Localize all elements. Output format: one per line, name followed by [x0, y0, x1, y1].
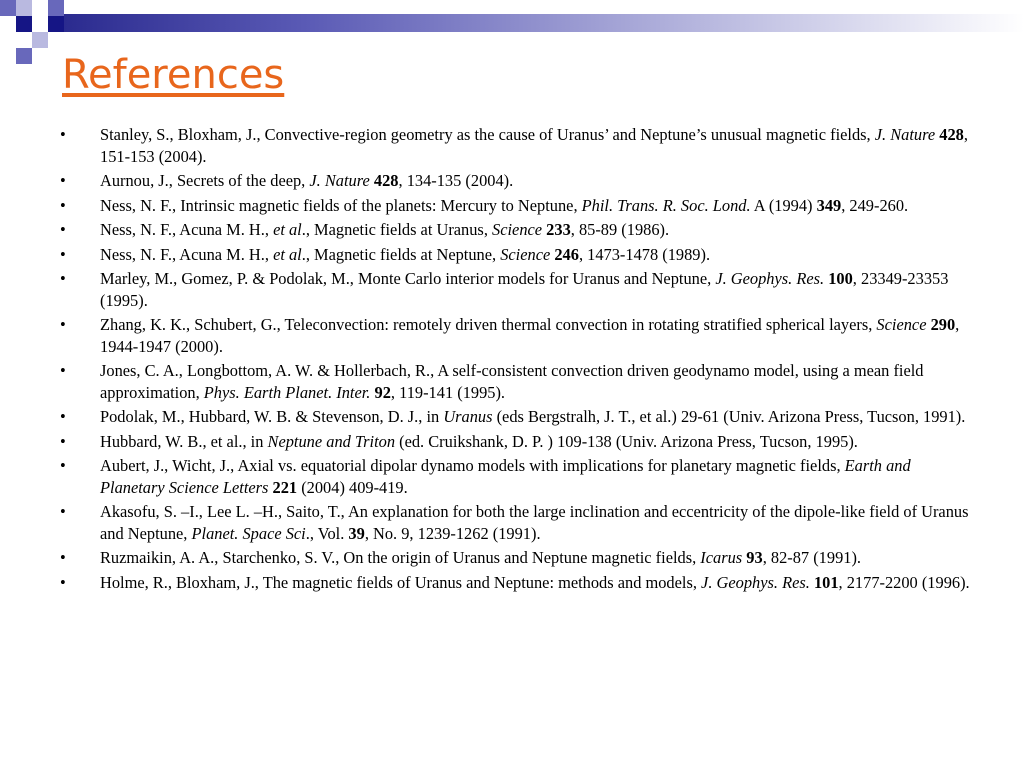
- reference-journal: Earth and Planetary Science Letters: [100, 456, 911, 497]
- reference-journal: J. Geophys. Res.: [715, 269, 825, 288]
- reference-text: Ness, N. F., Acuna M. H.,: [100, 220, 274, 239]
- reference-journal: Science: [876, 315, 927, 334]
- reference-item: [60, 455, 970, 498]
- bullet-icon: •: [60, 502, 66, 521]
- reference-volume: 92: [374, 382, 391, 402]
- bullet-icon: •: [60, 195, 66, 215]
- bullet-icon: •: [60, 244, 66, 264]
- reference-journal: J. Nature: [874, 125, 936, 144]
- reference-text: Holme, R., Bloxham, J., The magnetic fields of Uranus and Neptune: methods and models,: [100, 572, 702, 592]
- reference-volume: 246: [554, 244, 579, 264]
- reference-item: [60, 314, 970, 357]
- reference-item: [60, 406, 970, 428]
- reference-text: , 2177-2200 (1996).: [838, 572, 970, 592]
- decoration-square: [32, 32, 48, 48]
- reference-journal: et al: [273, 220, 302, 239]
- reference-volume: 428: [939, 125, 964, 144]
- reference-text: Stanley, S., Bloxham, J., Convective-region geometry as the cause of Uranus’ and Neptune’s unusual magnetic fields,: [100, 125, 875, 144]
- reference-text: , 23349-23353 (1995).: [100, 269, 949, 310]
- bullet-icon: •: [60, 315, 66, 334]
- reference-text: , 82-87 (1991).: [762, 548, 862, 567]
- reference-text: Akasofu, S. –I., Lee L. –H., Saito, T., An explanation for both the large inclination and eccentricity of the dipole-like field of Uranus and Neptune,: [100, 502, 969, 543]
- decoration-square: [16, 16, 32, 32]
- decoration-square: [16, 0, 32, 16]
- reference-journal: J. Nature: [309, 171, 370, 190]
- bullet-icon: •: [60, 431, 66, 451]
- reference-text: Hubbard, W. B., et al., in: [100, 431, 268, 451]
- reference-item: [60, 244, 970, 266]
- reference-item: [60, 360, 970, 403]
- reference-item: [60, 219, 970, 241]
- decoration-square: [48, 0, 64, 16]
- reference-volume: 428: [373, 171, 399, 190]
- decoration-square: [0, 0, 16, 16]
- reference-volume: 221: [272, 477, 298, 497]
- reference-item: [60, 501, 970, 544]
- bullet-icon: •: [60, 125, 66, 144]
- reference-text: A (1994): [750, 195, 817, 215]
- decoration-square: [48, 16, 64, 32]
- reference-item: [60, 170, 970, 192]
- reference-text: ., Magnetic fields at Uranus,: [301, 220, 493, 239]
- reference-text: , 151-153 (2004).: [100, 125, 968, 166]
- reference-text: , 1473-1478 (1989).: [578, 244, 711, 264]
- reference-volume: 101: [813, 572, 839, 592]
- bullet-icon: •: [60, 572, 66, 592]
- decoration-top-bar: [64, 14, 1024, 32]
- bullet-icon: •: [60, 407, 66, 426]
- reference-text: Jones, C. A., Longbottom, A. W. & Hollerbach, R., A self-consistent convection driven geodynamo model, using a mean field approximation,: [100, 361, 924, 402]
- reference-list: [60, 124, 970, 596]
- reference-journal: Neptune and Triton: [267, 431, 396, 451]
- reference-text: ., Magnetic fields at Neptune,: [301, 244, 501, 264]
- reference-volume: 233: [546, 220, 571, 239]
- bullet-icon: •: [60, 548, 66, 567]
- reference-item: [60, 195, 970, 217]
- bullet-icon: •: [60, 456, 66, 475]
- decoration-square: [16, 48, 32, 64]
- reference-text: Ness, N. F., Intrinsic magnetic fields of the planets: Mercury to Neptune,: [100, 195, 582, 215]
- reference-item: [60, 268, 970, 311]
- reference-text: ., Vol.: [305, 523, 349, 543]
- reference-text: Zhang, K. K., Schubert, G., Teleconvection: remotely driven thermal convection in rotating stratified spherical layers,: [100, 315, 877, 334]
- reference-item: [60, 547, 970, 569]
- reference-journal: et al: [273, 244, 302, 264]
- slide-title: References: [62, 52, 285, 98]
- reference-text: Ruzmaikin, A. A., Starchenko, S. V., On the origin of Uranus and Neptune magnetic fields,: [100, 548, 701, 567]
- reference-text: (eds Bergstralh, J. T., et al.) 29-61 (Univ. Arizona Press, Tucson, 1991).: [492, 407, 966, 426]
- reference-journal: Science: [500, 244, 551, 264]
- reference-journal: Uranus: [443, 407, 493, 426]
- reference-item: [60, 431, 970, 453]
- reference-item: [60, 124, 970, 167]
- bullet-icon: •: [60, 220, 66, 239]
- reference-text: Ness, N. F., Acuna M. H.,: [100, 244, 274, 264]
- reference-item: [60, 572, 970, 594]
- reference-journal: Planet. Space Sci: [191, 523, 306, 543]
- reference-volume: 93: [746, 548, 763, 567]
- reference-volume: 100: [828, 269, 853, 288]
- reference-volume: 290: [930, 315, 956, 334]
- reference-journal: Phys. Earth Planet. Inter.: [203, 382, 371, 402]
- reference-text: , 249-260.: [841, 195, 909, 215]
- reference-text: , 85-89 (1986).: [570, 220, 670, 239]
- reference-journal: Icarus: [700, 548, 743, 567]
- reference-text: Podolak, M., Hubbard, W. B. & Stevenson, D. J., in: [100, 407, 444, 426]
- bullet-icon: •: [60, 361, 66, 380]
- reference-text: Aurnou, J., Secrets of the deep,: [100, 171, 310, 190]
- reference-text: , 1944-1947 (2000).: [100, 315, 960, 356]
- reference-text: , 119-141 (1995).: [390, 382, 506, 402]
- bullet-icon: •: [60, 269, 66, 288]
- reference-text: Marley, M., Gomez, P. & Podolak, M., Monte Carlo interior models for Uranus and Neptune,: [100, 269, 716, 288]
- reference-text: Aubert, J., Wicht, J., Axial vs. equatorial dipolar dynamo models with implications for planetary magnetic fields,: [100, 456, 845, 475]
- reference-journal: Phil. Trans. R. Soc. Lond.: [581, 195, 751, 215]
- reference-text: (ed. Cruikshank, D. P. ) 109-138 (Univ. Arizona Press, Tucson, 1995).: [395, 431, 858, 451]
- reference-text: (2004) 409-419.: [297, 477, 408, 497]
- bullet-icon: •: [60, 171, 66, 190]
- reference-journal: J. Geophys. Res.: [701, 572, 810, 592]
- reference-journal: Science: [492, 220, 543, 239]
- reference-text: , 134-135 (2004).: [398, 171, 514, 190]
- reference-volume: 349: [816, 195, 842, 215]
- reference-text: , No. 9, 1239-1262 (1991).: [364, 523, 541, 543]
- reference-volume: 39: [348, 523, 365, 543]
